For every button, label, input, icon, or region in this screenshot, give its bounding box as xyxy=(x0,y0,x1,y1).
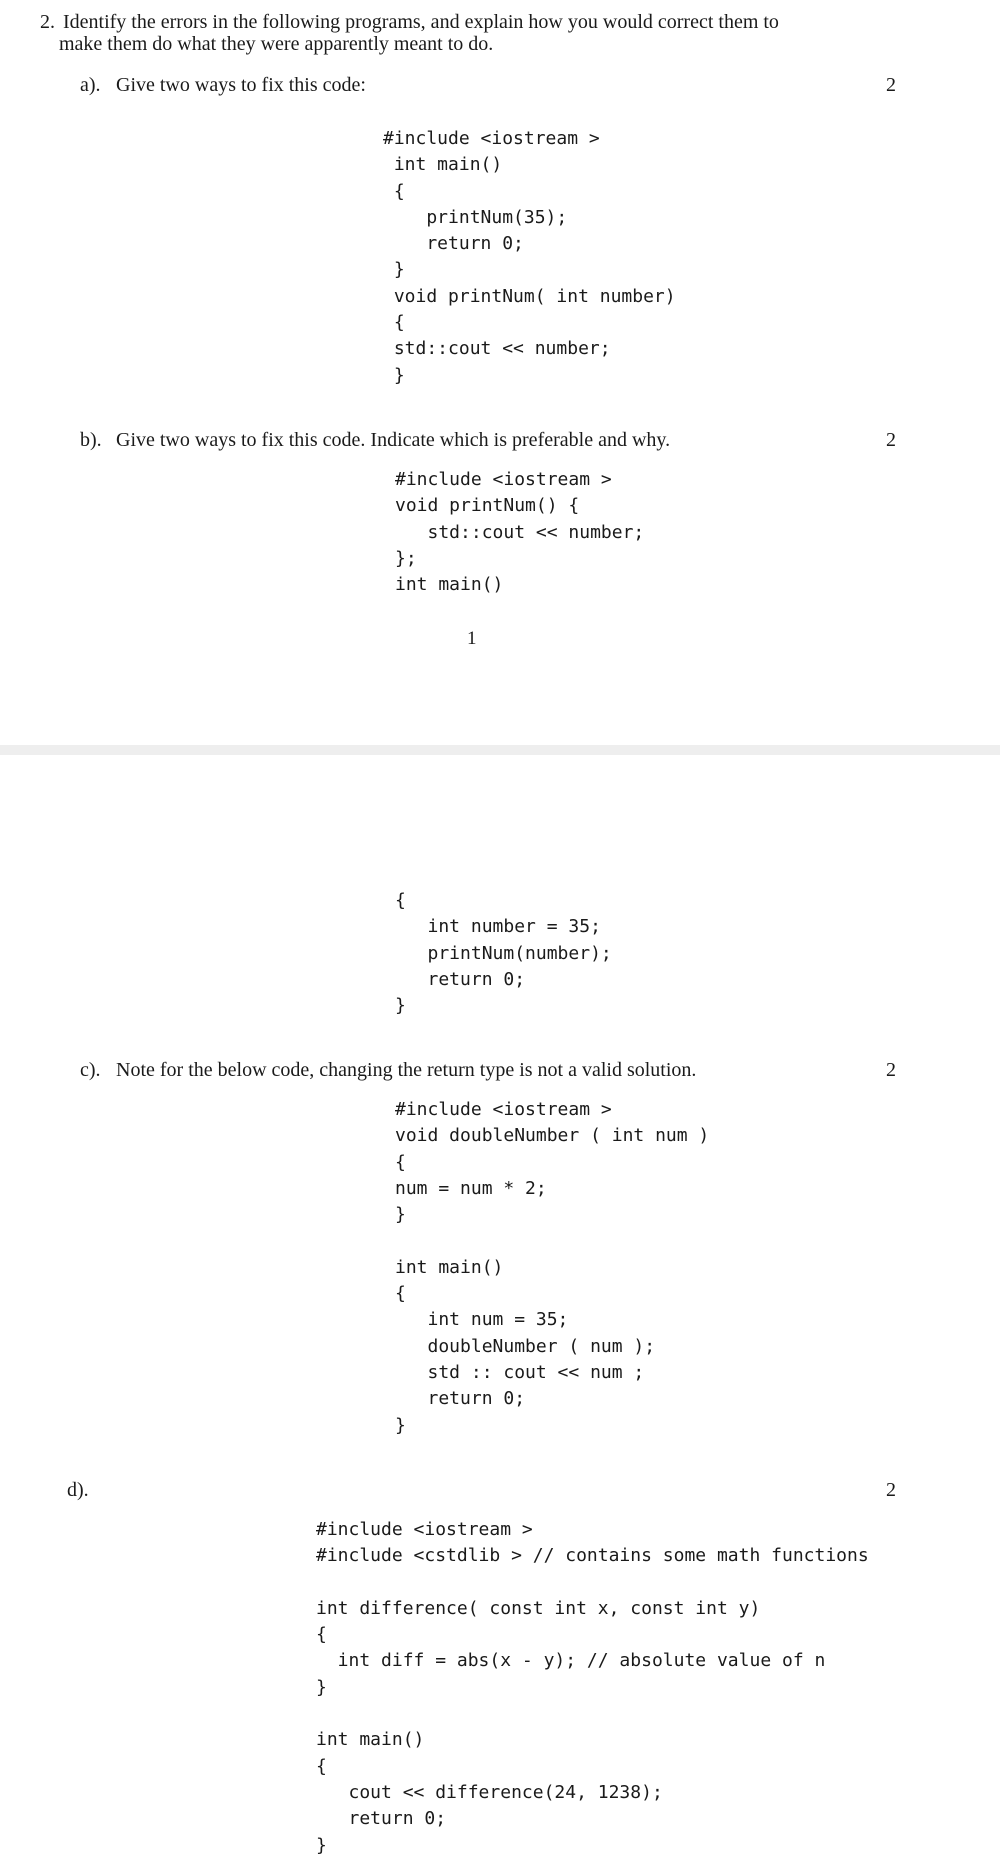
code-line: } xyxy=(383,259,405,281)
code-line: void doubleNumber ( int num ) xyxy=(395,1125,710,1147)
part-b-code-block-page-2 xyxy=(395,888,612,1019)
code-line: return 0; xyxy=(395,1388,526,1410)
code-line: void printNum( int number) xyxy=(383,285,676,307)
code-line: #include <iostream > xyxy=(395,1099,612,1120)
part-d-label: d). xyxy=(67,1479,89,1501)
code-line: { xyxy=(395,890,406,911)
code-line: int main() xyxy=(383,154,503,176)
code-line: } xyxy=(395,995,406,1017)
code-line: #include <cstdlib > // contains some math functions xyxy=(316,1545,869,1567)
part-c-marks: 2 xyxy=(886,1059,896,1081)
question-text-line-1: Identify the errors in the following programs, and explain how you would correct them to xyxy=(63,11,779,33)
code-line: int number = 35; xyxy=(395,916,601,938)
part-c-prompt: Note for the below code, changing the return type is not a valid solution. xyxy=(116,1059,697,1081)
part-c-code-block xyxy=(395,1097,709,1439)
code-line: int main() xyxy=(316,1729,425,1751)
part-d-code-block xyxy=(316,1517,869,1859)
part-b-label: b). xyxy=(80,429,102,451)
code-line: num = num * 2; xyxy=(395,1177,547,1199)
code-line: }; xyxy=(395,547,417,569)
code-line: void printNum() { xyxy=(395,495,580,517)
part-b-prompt: Give two ways to fix this code. Indicate which is preferable and why. xyxy=(116,429,671,451)
code-line: { xyxy=(383,180,405,202)
part-a-code-block xyxy=(383,126,676,389)
code-line: return 0; xyxy=(383,233,524,255)
code-line: { xyxy=(316,1624,327,1646)
part-a-marks: 2 xyxy=(886,74,896,96)
code-line: { xyxy=(383,312,405,334)
code-line: int main() xyxy=(395,574,504,596)
code-line: #include <iostream > xyxy=(383,128,600,149)
code-line xyxy=(316,1570,869,1596)
page-number: 1 xyxy=(467,628,477,649)
code-line: } xyxy=(395,1204,406,1226)
code-line: #include <iostream > xyxy=(316,1519,533,1540)
code-line xyxy=(395,1228,709,1254)
question-number: 2. xyxy=(40,11,55,33)
code-line: int difference( const int x, const int y) xyxy=(316,1597,761,1619)
code-line: std::cout << number; xyxy=(383,338,611,360)
code-line: return 0; xyxy=(395,968,526,990)
part-a-label: a). xyxy=(80,74,101,96)
code-line: { xyxy=(395,1283,406,1305)
code-line: } xyxy=(395,1414,406,1436)
page-2 xyxy=(0,755,1000,1862)
question-text-line-2: make them do what they were apparently meant to do. xyxy=(59,33,494,55)
part-b-marks: 2 xyxy=(886,429,896,451)
code-line: printNum(35); xyxy=(383,206,568,228)
code-line: { xyxy=(316,1755,327,1777)
code-line: std::cout << number; xyxy=(395,521,645,543)
code-line: printNum(number); xyxy=(395,942,612,964)
page-1 xyxy=(0,0,1000,745)
page-separator xyxy=(0,745,1000,755)
part-c-label: c). xyxy=(80,1059,101,1081)
code-line: { xyxy=(395,1151,406,1173)
code-line: int num = 35; xyxy=(395,1309,569,1331)
code-line: std :: cout << num ; xyxy=(395,1361,645,1383)
code-line xyxy=(316,1701,869,1727)
code-line: } xyxy=(316,1834,327,1856)
part-a-prompt: Give two ways to fix this code: xyxy=(116,74,366,96)
code-line: doubleNumber ( num ); xyxy=(395,1335,656,1357)
code-line: int main() xyxy=(395,1256,504,1278)
code-line: #include <iostream > xyxy=(395,469,612,490)
code-line: } xyxy=(316,1676,327,1698)
part-d-marks: 2 xyxy=(886,1479,896,1501)
code-line: return 0; xyxy=(316,1808,447,1830)
code-line: int diff = abs(x - y); // absolute value of n xyxy=(316,1650,826,1672)
code-line: cout << difference(24, 1238); xyxy=(316,1781,663,1803)
code-line: } xyxy=(383,364,405,386)
part-b-code-block-page-1 xyxy=(395,467,644,598)
